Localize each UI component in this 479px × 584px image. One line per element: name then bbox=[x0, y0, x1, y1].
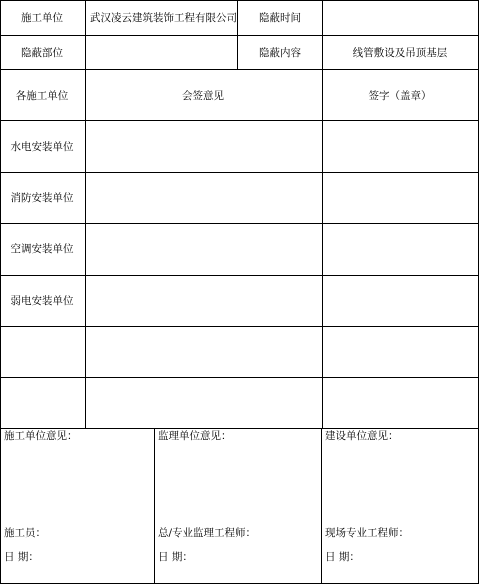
owner-opinion-title: 建设单位意见： bbox=[325, 430, 399, 442]
header-opinion: 会签意见 bbox=[182, 90, 224, 102]
construction-unit-label: 施工单位 bbox=[21, 12, 63, 24]
header-col-divider-3 bbox=[322, 0, 323, 70]
supervision-date-label: 日 期： bbox=[158, 551, 193, 563]
construction-signer-label: 施工员： bbox=[4, 527, 46, 539]
header-signature: 签字（盖章） bbox=[368, 90, 432, 102]
sign-table-col-divider-1 bbox=[85, 70, 86, 429]
supervision-opinion-title: 监理单位意见： bbox=[158, 430, 232, 442]
sign-table-row-divider bbox=[0, 120, 479, 121]
footer-table-border bbox=[0, 428, 479, 584]
row-label-plumbing-electrical: 水电安装单位 bbox=[10, 141, 74, 153]
row-label-air-conditioning: 空调安装单位 bbox=[10, 243, 74, 255]
sign-table-row-divider bbox=[0, 223, 479, 224]
construction-opinion-title: 施工单位意见： bbox=[4, 430, 78, 442]
footer-col-divider-2 bbox=[321, 428, 322, 584]
row-label-low-voltage: 弱电安装单位 bbox=[10, 295, 74, 307]
header-row-divider bbox=[0, 35, 479, 36]
owner-signer-label: 现场专业工程师： bbox=[325, 527, 409, 539]
concealed-content-value: 线管敷设及吊顶基层 bbox=[352, 47, 448, 59]
sign-table-col-divider-2 bbox=[322, 70, 323, 429]
header-col-divider-1 bbox=[85, 0, 86, 70]
row-label-fire-protection: 消防安装单位 bbox=[10, 192, 74, 204]
owner-date-label: 日 期： bbox=[325, 551, 360, 563]
concealed-time-label: 隐蔽时间 bbox=[259, 12, 301, 24]
header-col-divider-2 bbox=[237, 0, 238, 70]
sign-table-row-divider bbox=[0, 275, 479, 276]
sign-table-row-divider bbox=[0, 172, 479, 173]
construction-date-label: 日 期： bbox=[4, 551, 39, 563]
sign-table-row-divider bbox=[0, 377, 479, 378]
sign-table-row-divider bbox=[0, 326, 479, 327]
concealed-content-label: 隐蔽内容 bbox=[259, 47, 301, 59]
construction-unit-value: 武汉凌云建筑装饰工程有限公司 bbox=[90, 12, 237, 24]
footer-col-divider-1 bbox=[154, 428, 155, 584]
supervision-signer-label: 总/专业监理工程师： bbox=[158, 527, 257, 539]
header-units: 各施工单位 bbox=[15, 90, 69, 102]
concealed-part-label: 隐蔽部位 bbox=[21, 47, 63, 59]
